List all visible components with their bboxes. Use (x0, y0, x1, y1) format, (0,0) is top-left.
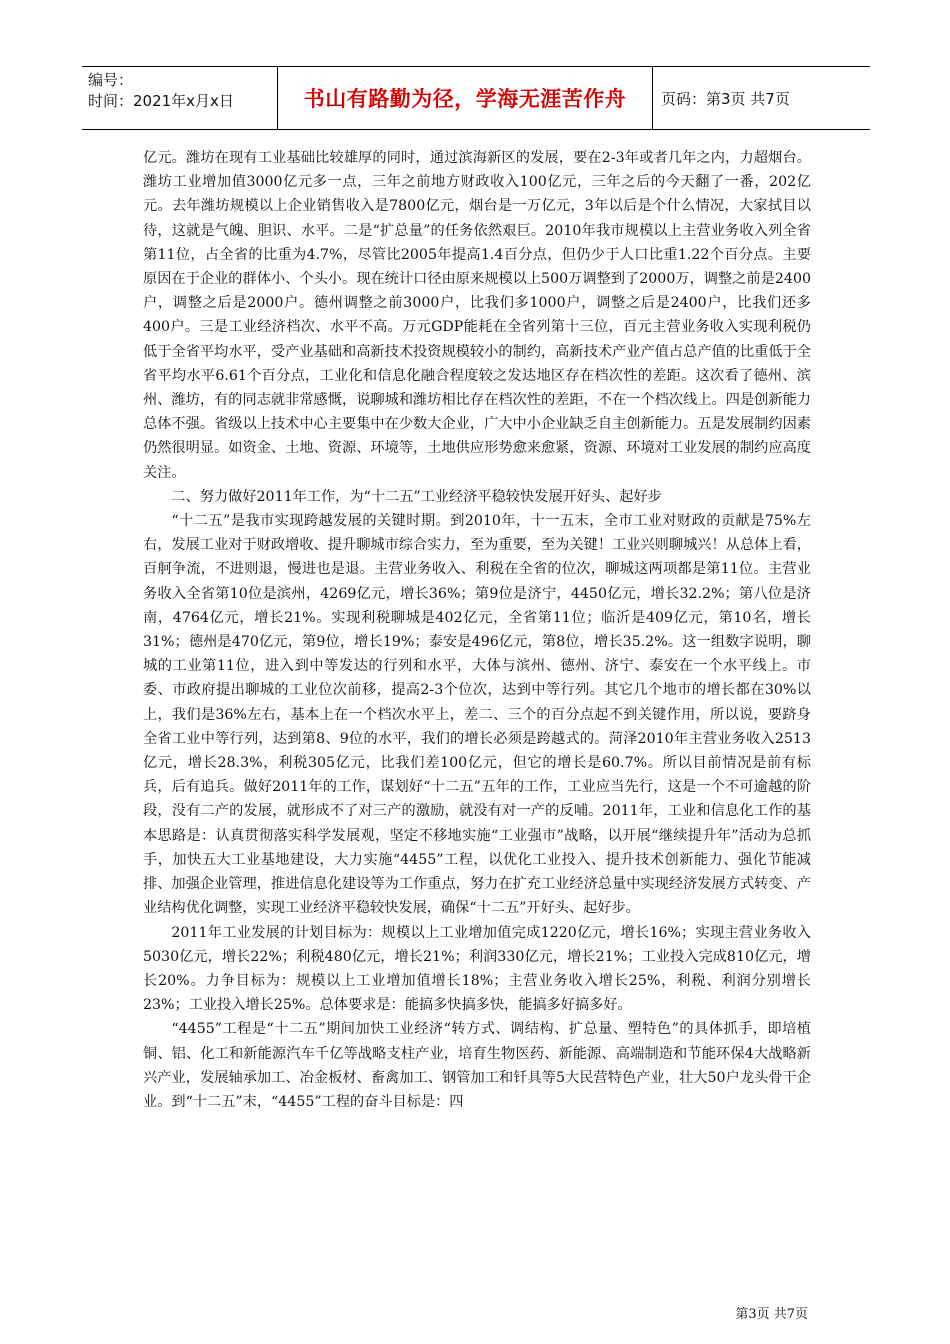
body-paragraph: “4455”工程是“十二五”期间加快工业经济“转方式、调结构、扩总量、塑特色”的具体抓手，即培植铜、铝、化工和新能源汽车千亿等战略支柱产业，培育生物医药、新能源、高端制造和节能环保4大战略新兴产业，发展轴承加工、冶金板材、畜禽加工、钢管加工和钎具等5大民营特色产业，壮大50户龙头骨干企业。到“十二五”末，“4455”工程的奋斗目标是：四 (143, 1021, 811, 1110)
page-header (82, 66, 870, 130)
section-heading: 二、努力做好2011年工作，为“十二五”工业经济平稳较快发展开好头、起好步 (171, 488, 662, 505)
document-body (143, 146, 811, 1114)
document-number-label: 编号： (88, 71, 134, 89)
body-paragraph: “十二五”是我市实现跨越发展的关键时期。到2010年，十一五末，全市工业对财政的贡献是75%左右，发展工业对于财政增收、提升聊城市综合实力，至为重要，至为关键！工业兴则聊城兴！从总体上看，百舸争流，不进则退，慢进也是退。主营业务收入、利税在全省的位次，聊城这两项都是第11位。主营业务收入全省第10位是滨州，4269亿元，增长36%；第9位是济宁，4450亿元，增长32.2%；第八位是济南，4764亿元，增长21%。实现利税聊城是402亿元，全省第11位；临沂是409亿元，第10名，增长31%；德州是470亿元，第9位，增长19%；泰安是496亿元，第8位，增长35.2%。这一组数字说明，聊城的工业第11位，进入到中等发达的行列和水平，大体与滨州、德州、济宁、泰安在一个水平线上。市委、市政府提出聊城的工业位次前移，提高2-3个位次，达到中等行列。其它几个地市的增长都在30%以上，我们是36%左右，基本上在一个档次水平上，差二、三个的百分点起不到关键作用，所以说，要跻身全省工业中等行列，达到第8、9位的水平，我们的增长必须是跨越式的。菏泽2010年主营业务收入2513亿元，增长28.3%，利税305亿元，比我们差100亿元，但它的增长是60.7%。所以目前情况是前有标兵，后有追兵。做好2011年的工作，谋划好“十二五”五年的工作，工业应当先行，这是一个不可逾越的阶段，没有二产的发展，就形成不了对三产的激励，就没有对一产的反哺。2011年，工业和信息化工作的基本思路是：认真贯彻落实科学发展观，坚定不移地实施“工业强市”战略，以开展“继续提升年”活动为总抓手，加快五大工业基地建设，大力实施“4455”工程，以优化工业投入、提升技术创新能力、强化节能减排、加强企业管理，推进信息化建设等为工作重点，努力在扩充工业经济总量中实现经济发展方式转变、产业结构优化调整，实现工业经济平稳较快发展，确保“十二五”开好头、起好步。 (143, 513, 812, 917)
body-paragraph: 2011年工业发展的计划目标为：规模以上工业增加值完成1220亿元，增长16%；实现主营业务收入5030亿元，增长22%；利税480亿元，增长21%；利润330亿元，增长21%；工业投入完成810亿元，增长20%。力争目标为：规模以上工业增加值增长18%；主营业务收入增长25%，利税、利润分别增长23%；工业投入增长25%。总体要求是：能搞多快搞多快，能搞多好搞多好。 (143, 924, 811, 1014)
header-meta (82, 67, 278, 129)
header-motto: 书山有路勤为径，学海无涯苦作舟 (278, 67, 653, 129)
body-paragraph: 亿元。潍坊在现有工业基础比较雄厚的同时，通过滨海新区的发展，要在2-3年或者几年之内，力超烟台。潍坊工业增加值3000亿元多一点，三年之前地方财政收入100亿元，三年之后的今天翻了一番，202亿元。去年潍坊规模以上企业销售收入是7800亿元，烟台是一万亿元，3年以后是个什么情况，大家拭目以待，这就是气魄、胆识、水平。二是“扩总量”的任务依然艰巨。2010年我市规模以上主营业务收入列全省第11位，占全省的比重为4.7%，尽管比2005年提高1.4百分点，但仍少于人口比重1.22个百分点。主要原因在于企业的群体小、个头小。现在统计口径由原来规模以上500万调整到了2000万，调整之前是2400户，调整之后是2000户。德州调整之前3000户，比我们多1000户，调整之后是2400户，比我们还多400户。三是工业经济档次、水平不高。万元GDP能耗在全省列第十三位，百元主营业务收入实现利税仍低于全省平均水平，受产业基础和高新技术投资规模较小的制约，高新技术产业产值占总产值的比重低于全省平均水平6.61个百分点，工业化和信息化融合程度较之发达地区存在档次性的差距。这次看了德州、滨州、潍坊，有的同志就非常感慨，说聊城和潍坊相比存在档次性的差距，不在一个档次线上。四是创新能力总体不强。省级以上技术中心主要集中在少数大企业，广大中小企业缺乏自主创新能力。五是发展制约因素仍然很明显。如资金、土地、资源、环境等，土地供应形势愈来愈紧，资源、环境对工业发展的制约应高度关注。 (143, 150, 811, 481)
document-date-label: 时间：2021年x月x日 (88, 92, 234, 110)
page-footer: 第3页 共7页 (735, 1307, 808, 1322)
header-page-number: 页码：第3页 共7页 (661, 89, 790, 108)
